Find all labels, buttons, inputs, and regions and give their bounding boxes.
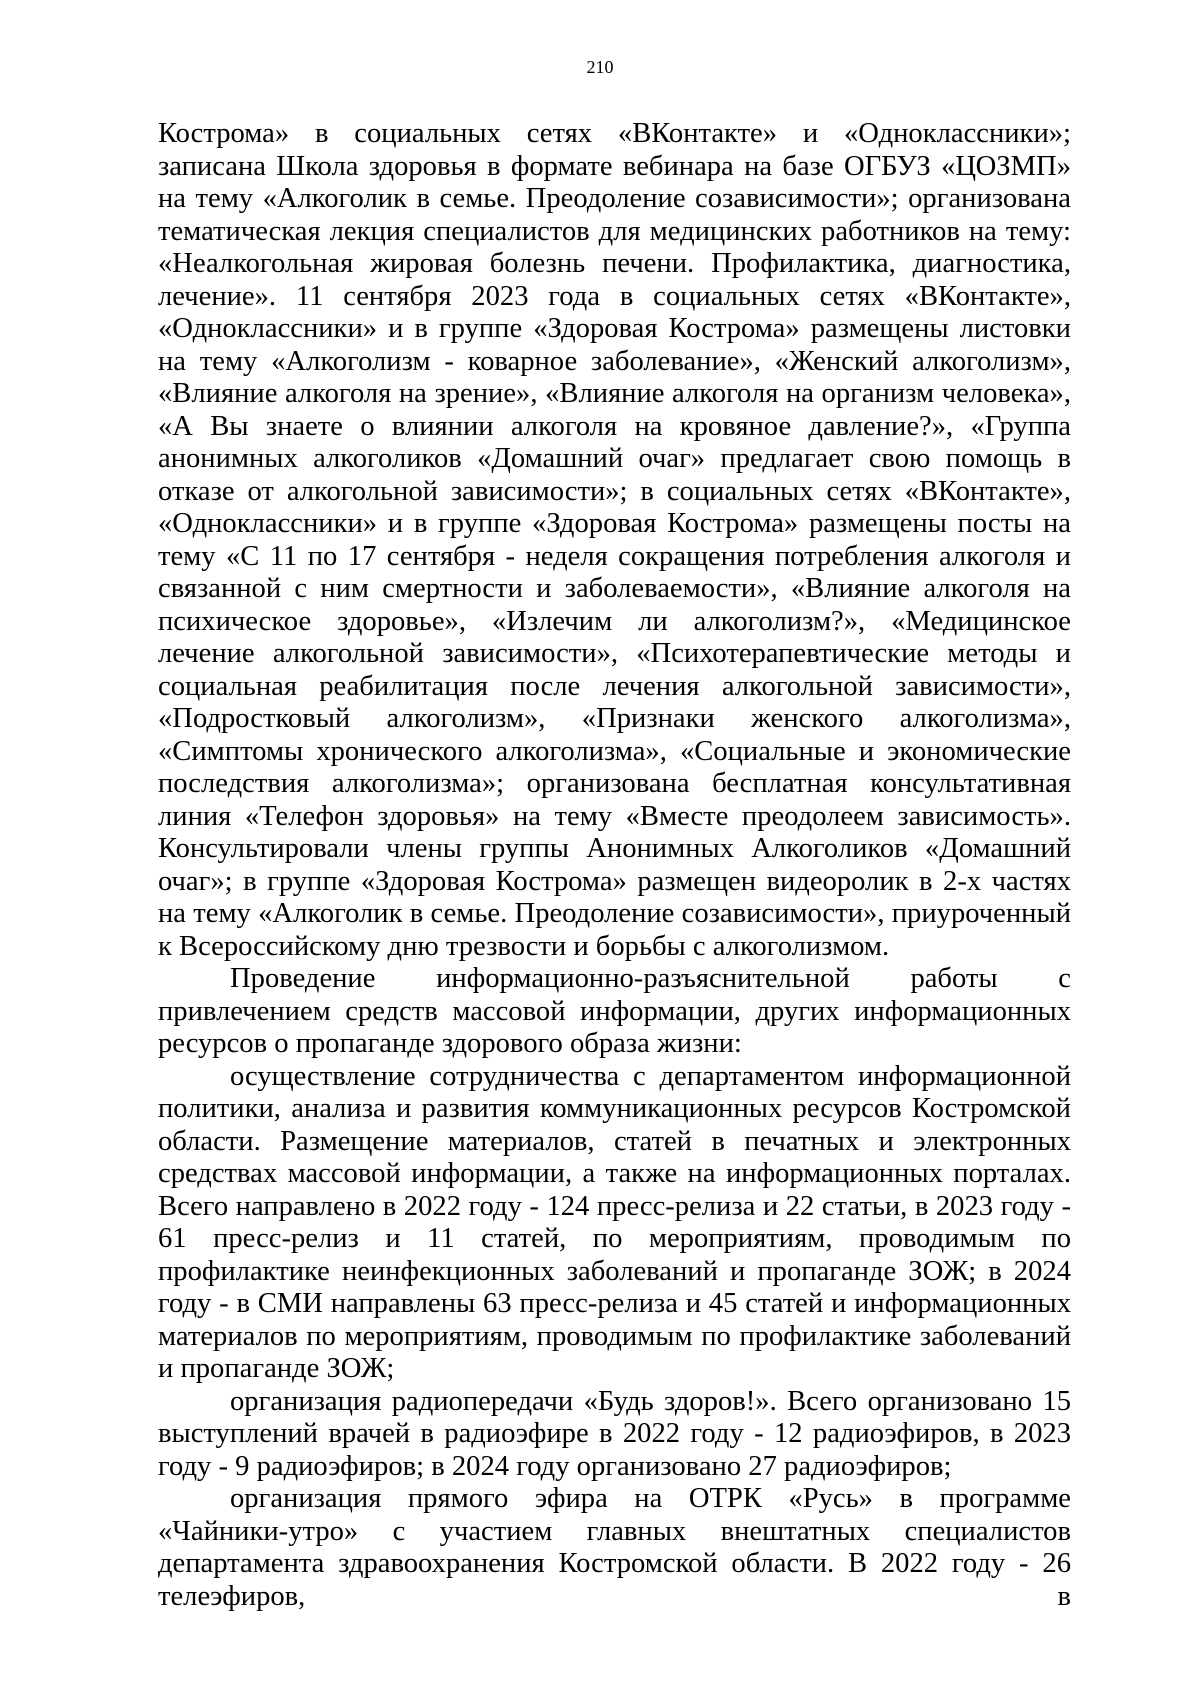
paragraph-media-work: Проведение информационно-разъяснительной работы с привлечением средств массовой информации, других информационных ресурсов о пропаганде здорового образа жизни: bbox=[158, 963, 1071, 1059]
paragraph-press-releases: осуществление сотрудничества с департаментом информационной политики, анализа и развития коммуникационных ресурсов Костромской области. Размещение материалов, статей в печатных и электронных средствах массовой информации, а также на информационных порталах. Всего направлено в 2022 году - 124 пресс-релиза и 22 статьи, в 2023 году - 61 пресс-релиз и 11 статей, по мероприятиям, проводимым по профилактике неинфекционных заболеваний и пропаганде ЗОЖ; в 2024 году - в СМИ направлены 63 пресс-релиза и 45 статей и информационных материалов по мероприятиям, проводимым по профилактике заболеваний и пропаганде ЗОЖ; bbox=[158, 1060, 1071, 1384]
paragraph-radio: организация радиопередачи «Будь здоров!». Всего организовано 15 выступлений врачей в радиоэфире в 2022 году - 12 радиоэфиров, в 2023 году - 9 радиоэфиров; в 2024 году организовано 27 радиоэфиров; bbox=[158, 1385, 1071, 1482]
paragraph-social-media: Кострома» в социальных сетях «ВКонтакте» и «Одноклассники»; записана Школа здоровья в формате вебинара на базе ОГБУЗ «ЦОЗМП» на тему «Алкоголик в семье. Преодоление созависимости»; организована тематическая лекция специалистов для медицинских работников на тему: «Неалкогольная жировая болезнь печени. Профилактика, диагностика, лечение». 11 сентября 2023 года в социальных сетях «ВКонтакте», «Одноклассники» и в группе «Здоровая Кострома» размещены листовки на тему «Алкоголизм - коварное заболевание», «Женский алкоголизм», «Влияние алкоголя на зрение», «Влияние алкоголя на организм человека», «А Вы знаете о влиянии алкоголя на кровяное давление?», «Группа анонимных алкоголиков «Домашний очаг» предлагает свою помощь в отказе от алкогольной зависимости»; в социальных сетях «ВКонтакте», «Одноклассники» и в группе «Здоровая Кострома» размещены посты на тему «С 11 по 17 сентября - неделя сокращения потребления алкоголя и связанной с ним смертности и заболеваемости», «Влияние алкоголя на психическое здоровье», «Излечим ли алкоголизм?», «Медицинское лечение алкогольной зависимости», «Психотерапевтические методы и социальная реабилитация после лечения алкогольной зависимости», «Подростковый алкоголизм», «Признаки женского алкоголизма», «Симптомы хронического алкоголизма», «Социальные и экономические последствия алкоголизма»; организована бесплатная консультативная линия «Телефон здоровья» на тему «Вместе преодолеем зависимость». Консультировали члены группы Анонимных Алкоголиков «Домашний очаг»; в группе «Здоровая Кострома» размещен видеоролик в 2-х частях на тему «Алкоголик в семье. Преодоление созависимости», приуроченный к Всероссийскому дню трезвости и борьбы с алкоголизмом. bbox=[158, 118, 1071, 962]
paragraph-tv-broadcast: организация прямого эфира на ОТРК «Русь» в программе «Чайники-утро» с участием главных внештатных специалистов департамента здравоохранения Костромской области. В 2022 году - 26 телеэфиров, в bbox=[158, 1483, 1071, 1612]
page-number: 210 bbox=[586, 57, 614, 77]
document-body bbox=[158, 118, 1071, 1613]
